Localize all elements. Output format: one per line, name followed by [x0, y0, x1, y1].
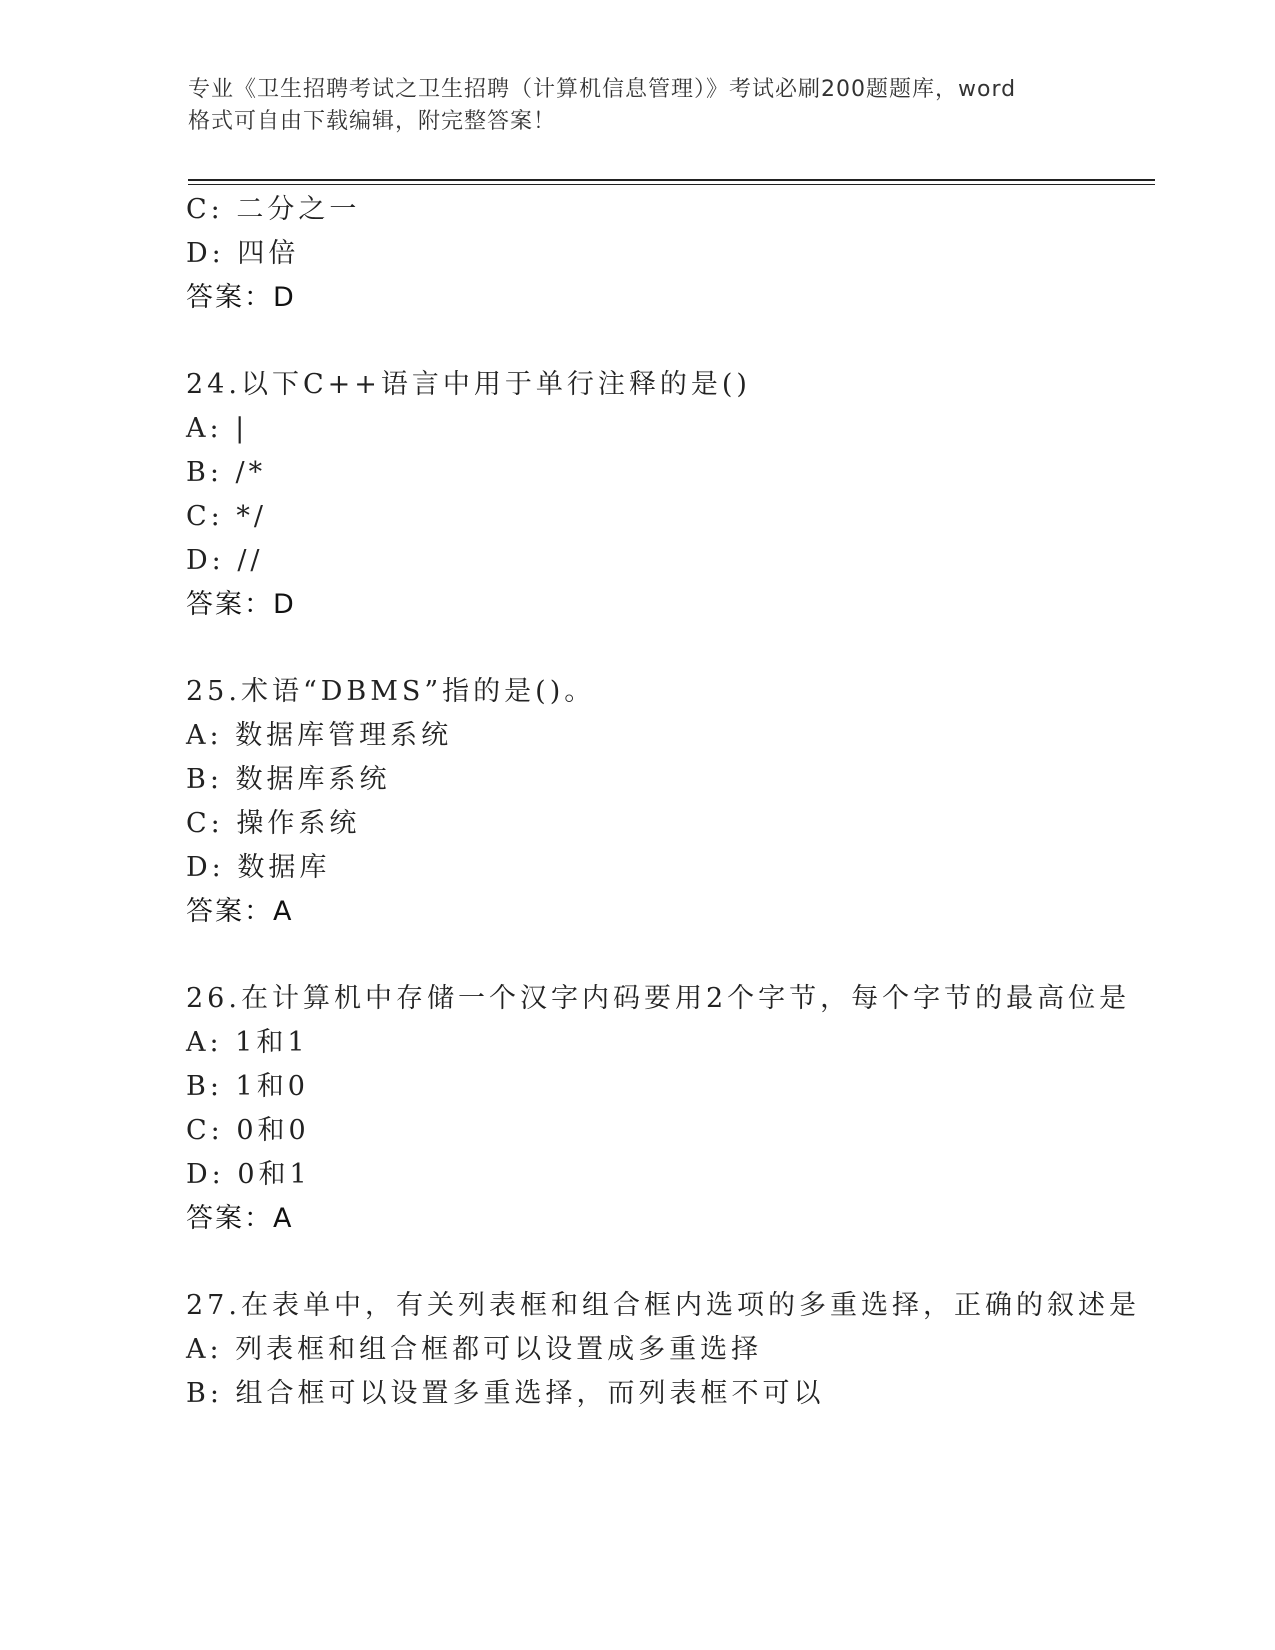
- q25-question: 25.术语“DBMS”指的是()。: [186, 676, 596, 707]
- q26-option-d: D: 0和1: [186, 1159, 311, 1190]
- q25-option-a: A: 数据库管理系统: [186, 720, 453, 751]
- q24-option-b: B: /*: [186, 457, 267, 488]
- q25-option-b: B: 数据库系统: [186, 764, 391, 795]
- q24-option-d: D: //: [186, 545, 264, 576]
- q27-option-b: B: 组合框可以设置多重选择，而列表框不可以: [186, 1378, 825, 1409]
- q24-question: 24.以下C++语言中用于单行注释的是(): [186, 369, 751, 400]
- header-line-2: 格式可自由下载编辑，附完整答案！: [188, 109, 557, 134]
- q23-option-d: D: 四倍: [186, 238, 300, 269]
- q24-answer: 答案：D: [186, 589, 296, 620]
- q26-option-c: C: 0和0: [186, 1115, 310, 1146]
- q26-question: 26.在计算机中存储一个汉字内码要用2个字节，每个字节的最高位是: [186, 983, 1131, 1014]
- q24-option-c: C: */: [186, 501, 267, 532]
- header-line-1: 专业《卫生招聘考试之卫生招聘（计算机信息管理）》考试必刷200题题库，word: [188, 77, 1017, 102]
- q23-answer: 答案：D: [186, 282, 296, 313]
- q25-answer: 答案：A: [186, 896, 294, 927]
- q26-option-a: A: 1和1: [186, 1027, 309, 1058]
- q24-option-a: A: |: [186, 413, 249, 444]
- q26-answer: 答案：A: [186, 1203, 294, 1234]
- header-divider-thick: [188, 179, 1155, 181]
- q27-option-a: A: 列表框和组合框都可以设置成多重选择: [186, 1334, 763, 1365]
- document-header: [188, 74, 1088, 138]
- q25-option-c: C: 操作系统: [186, 808, 361, 839]
- q23-option-c: C: 二分之一: [186, 194, 361, 225]
- q27-question: 27.在表单中，有关列表框和组合框内选项的多重选择，正确的叙述是: [186, 1290, 1140, 1321]
- q25-option-d: D: 数据库: [186, 852, 331, 883]
- q26-option-b: B: 1和0: [186, 1071, 309, 1102]
- header-divider-thin: [188, 184, 1155, 185]
